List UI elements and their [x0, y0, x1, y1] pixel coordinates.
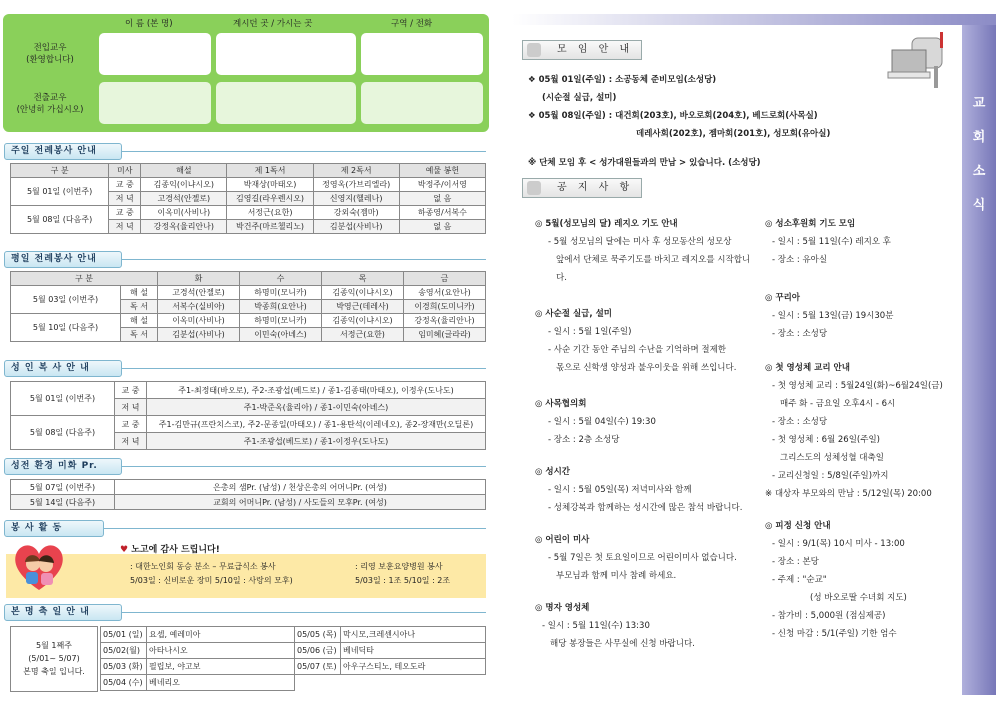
weekday-section-title: 평일 전례봉사 안내 [4, 251, 122, 268]
heart-couple-illustration [12, 540, 66, 594]
mailbox-icon [884, 30, 954, 90]
side-title: 교 회 소 식 [972, 96, 986, 213]
notice-line: - 일시 : 5월 13일(금) 19시30분 [772, 311, 894, 321]
feast-week-cell: 5월 1째주 (5/01~ 5/07) 본명 축일 입니다. [10, 626, 98, 692]
notice-line: - 주제 : "순교" [772, 575, 827, 585]
notice-line: 앞에서 단체로 묵주기도를 바치고 레지오를 시작합니 [556, 255, 751, 265]
notice-line: - 일시 : 5월 05일(목) 저녁미사와 함께 [548, 485, 692, 495]
notice-heading: ◎ 사목협의회 [535, 399, 587, 409]
notices-title: 공 지 사 항 [522, 178, 642, 198]
feast-table [100, 626, 486, 691]
notice-line: - 일시 : 5월 04일(수) 19:30 [548, 417, 656, 427]
notice-heading: ◎ 성소후원회 기도 모임 [765, 219, 856, 229]
meetings-title: 모 임 안 내 [522, 40, 642, 60]
notice-line: - 일시 : 5월 11일(수) 레지오 후 [772, 237, 891, 247]
notice-line: 해당 봉장들은 사무실에 신청 바랍니다. [550, 639, 695, 649]
table-row: 저 녁 주1-조광섭(베드로) / 종1-이정우(도나도) [11, 433, 486, 450]
newcomer-box [3, 14, 489, 132]
notice-line: - 참가비 : 5,000원 (점심제공) [772, 611, 886, 621]
newcomer-in-place-cell[interactable] [216, 33, 356, 75]
feast-section-title: 본 명 축 일 안 내 [4, 604, 122, 621]
notice-heading: ◎ 명자 영성체 [535, 603, 590, 613]
table-row: 5월 01일 (이번주) 교 중 김종익(이냐시오) 박재상(마태오) 정영옥(가브리엘라) 박정주/이서영 [11, 178, 486, 192]
notice-line: - 첫 영성체 : 6월 26일(주일) [772, 435, 880, 445]
table-row: 5월 03일 (이번주) 해 설 고경석(안젤로) 하명미(모니카) 김종익(이냐시오) 송영서(요안나) [11, 286, 486, 300]
newcomer-in-label: 전입교우 (환영합니다) [26, 43, 74, 65]
table-row: 저 녁 고경석(안젤로) 김영길(라우렌시오) 신영지(헬레나) 없 음 [11, 192, 486, 206]
newcomer-out-label: 전출교우 (안녕히 가십시오) [16, 93, 84, 115]
notice-line: ※ 대상자 부모와의 만남 : 5/12일(목) 20:00 [765, 489, 932, 499]
notice-heading: ◎ 첫 영성체 교리 안내 [765, 363, 850, 373]
newcomer-header-zone: 구역 / 전화 [391, 19, 433, 29]
weekday-section-rule [122, 259, 486, 260]
notice-line: 부모님과 함께 미사 참례 하세요. [556, 571, 677, 581]
right-page-side-band [962, 25, 996, 695]
environment-table [10, 479, 486, 510]
notice-line: 몫으로 신학생 양성과 불우이웃을 위해 쓰입니다. [556, 363, 737, 373]
meeting-note: ※ 단체 모임 후 < 성가대원들과의 만남 > 있습니다. (소성당) [528, 158, 761, 168]
volunteer-header-strip [6, 538, 486, 554]
notice-heading: ◎ 성시간 [535, 467, 571, 477]
weekday-table [10, 271, 486, 342]
newcomer-header-name: 이 름 (본 명) [125, 19, 173, 29]
altar-section-rule [122, 368, 486, 369]
notice-line: - 장소 : 소성당 [772, 417, 828, 427]
sunday-section-rule [122, 151, 486, 152]
table-row: 05/01 (일) 요셉, 예레미아 05/05 (목) 막시모,크레센시아나 [101, 627, 486, 643]
notice-line: 매주 화 - 금요일 오후4시 - 6시 [780, 399, 896, 409]
table-row: 5월 07일 (이번주) 은총의 샘Pr. (남성) / 천상은총의 어머니Pr. (여성) [11, 480, 486, 495]
environment-section-title: 성전 환경 미화 Pr. [4, 458, 122, 475]
volunteer-left: : 대한노인회 동승 분소 – 무료급식소 봉사 5/03일 : 신비로운 장미 5/10일 : 사랑의 모후) [130, 562, 293, 585]
volunteer-thanks: ♥ 노고에 감사 드립니다! [120, 545, 220, 555]
meeting-line: (시순절 실급, 설미) [542, 93, 617, 103]
table-row: 5월 14일 (다음주) 교회의 어머니Pr. (남성) / 사도들의 모후Pr. (여성) [11, 495, 486, 510]
notice-line: - 장소 : 소성당 [772, 329, 828, 339]
volunteer-section-title: 봉 사 활 동 [4, 520, 104, 537]
table-row: 5월 01일 (이번주) 교 중 주1-최정태(바오로), 주2-조광섭(베드로) / 종1-김종태(마태오), 이정우(도나도) [11, 382, 486, 399]
notice-line: - 장소 : 유아실 [772, 255, 828, 265]
table-row: 구 분 화 수 목 금 [11, 272, 486, 286]
newcomer-in-name-cell[interactable] [99, 33, 211, 75]
table-row: 05/04 (수) 베네리오 [101, 675, 486, 691]
table-row: 독 서 서복수(실비아) 박종희(요안나) 박영근(데레사) 이경희(도미니카) [11, 300, 486, 314]
notice-line: - 일시 : 9/1(목) 10시 미사 - 13:00 [772, 539, 905, 549]
notice-line: - 5월 성모님의 달에는 미사 후 성모동산의 성모상 [548, 237, 732, 247]
notice-heading: ◎ 5월(성모님의 달) 레지오 기도 안내 [535, 219, 678, 229]
notice-line: - 장소 : 2층 소성당 [548, 435, 620, 445]
right-page-header-bar [512, 14, 996, 25]
volunteer-right: : 리영 보훈요양병원 봉사 5/03일 : 1조 5/10일 : 2조 [355, 562, 451, 585]
environment-section-rule [122, 466, 486, 467]
meeting-line: ❖ 05월 08일(주일) : 대건회(203호), 바오로회(204호), 베드로회(사목실) [528, 111, 818, 121]
altar-section-title: 성 인 복 사 안 내 [4, 360, 122, 377]
newcomer-out-name-cell[interactable] [99, 82, 211, 124]
newcomer-header-place: 계시던 곳 / 가시는 곳 [233, 19, 313, 29]
sunday-table [10, 163, 486, 234]
table-row: 5월 10일 (다음주) 해 설 이옥미(사비나) 하명미(모니카) 김종익(이냐시오) 강정옥(율리안나) [11, 314, 486, 328]
table-row: 독 서 김분섭(사비나) 이민숙(아녜스) 서정근(요한) 임미혜(글라라) [11, 328, 486, 342]
notice-line: - 신청 마감 : 5/1(주일) 기한 엄수 [772, 629, 897, 639]
volunteer-section-rule [104, 528, 486, 529]
notice-line: - 일시 : 5월 11일(수) 13:30 [542, 621, 650, 631]
heart-icon: ♥ [120, 545, 129, 555]
notice-line: - 일시 : 5월 1일(주일) [548, 327, 632, 337]
document-icon [527, 181, 541, 195]
newcomer-out-place-cell[interactable] [216, 82, 356, 124]
newcomer-in-zone-cell[interactable] [361, 33, 483, 75]
notice-line: - 성체강복과 함께하는 성시간에 많은 참석 바랍니다. [548, 503, 743, 513]
notice-line: 그리스도의 성체성혈 대축일 [780, 453, 884, 463]
table-row: 5월 08일 (다음주) 교 중 이옥미(사비나) 서정근(요한) 강외숙(젬마) 하종영/서복수 [11, 206, 486, 220]
notice-heading: ◎ 꾸리아 [765, 293, 801, 303]
notice-heading: ◎ 피정 신청 안내 [765, 521, 831, 531]
notice-line: (성 바오로딸 수녀회 지도) [810, 593, 907, 603]
meeting-line: 데레사회(202호), 젬마회(201호), 성모회(유아실) [636, 129, 831, 139]
meeting-line: ❖ 05월 01일(주일) : 소공동체 준비모임(소성당) [528, 75, 717, 85]
newcomer-out-zone-cell[interactable] [361, 82, 483, 124]
table-row: 저 녁 주1-박준옥(율리아) / 종1-이민숙(아녜스) [11, 399, 486, 416]
notice-line: - 5월 7일은 첫 토요일이므로 어린이미사 없습니다. [548, 553, 737, 563]
notice-line: - 첫 영성체 교리 : 5월24일(화)~6월24일(금) [772, 381, 943, 391]
notice-line: - 교리신청일 : 5/8일(주일)까지 [772, 471, 889, 481]
table-row: 05/03 (화) 필립보, 야고보 05/07 (토) 아우구스티노, 테오도라 [101, 659, 486, 675]
feast-section-rule [122, 612, 486, 613]
notice-line: - 장소 : 본당 [772, 557, 819, 567]
document-icon [527, 43, 541, 57]
table-row: 저 녁 강정옥(율리안나) 박건주(마르첼리노) 김분섭(사비나) 없 음 [11, 220, 486, 234]
notice-line: 다. [556, 273, 567, 283]
table-row: 5월 08일 (다음주) 교 중 주1-김만규(프란치스코), 주2-문종일(마태오) / 종1-용탄석(이레네오), 종2-장재만(오딜론) [11, 416, 486, 433]
altar-table [10, 381, 486, 450]
sunday-section-title: 주일 전례봉사 안내 [4, 143, 122, 160]
notice-heading: ◎ 어린이 미사 [535, 535, 590, 545]
table-row: 구 분 미사 해설 제 1독서 제 2독서 예물 봉헌 [11, 164, 486, 178]
table-row: 05/02(월) 아타나시오 05/06 (금) 베네딕타 [101, 643, 486, 659]
notice-heading: ◎ 사순절 실급, 설미 [535, 309, 613, 319]
notice-line: - 사순 기간 동안 주님의 수난을 기억하며 절제한 [548, 345, 726, 355]
